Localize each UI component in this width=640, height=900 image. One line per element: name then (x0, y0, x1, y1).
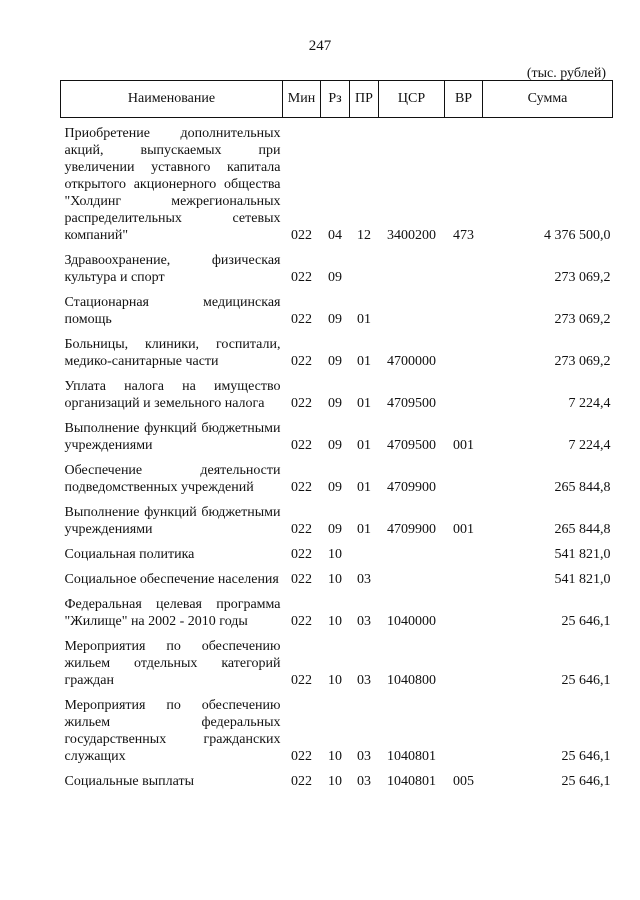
row-min: 022 (291, 354, 312, 369)
row-pr (350, 244, 379, 286)
row-vr (445, 454, 483, 496)
row-pr: 01 (357, 522, 371, 537)
row-pr (350, 538, 379, 563)
row-name: Выполнение функций бюджетными учреждениями (64, 421, 281, 453)
row-rz: 10 (328, 749, 342, 764)
row-name: Выполнение функций бюджетными учреждениями (64, 505, 281, 537)
row-rz: 10 (328, 572, 342, 587)
table-row (61, 244, 613, 286)
header-row (61, 81, 613, 118)
table-row (61, 588, 613, 630)
table-row (61, 630, 613, 689)
table-row (61, 412, 613, 454)
row-sum: 541 821,0 (554, 572, 611, 587)
table-row (61, 689, 613, 765)
row-csr: 3400200 (387, 228, 436, 243)
row-pr: 01 (357, 480, 371, 495)
row-pr: 01 (357, 354, 371, 369)
row-csr (379, 244, 445, 286)
row-pr: 01 (357, 438, 371, 453)
row-rz: 09 (328, 312, 342, 327)
row-rz: 10 (328, 774, 342, 789)
row-sum: 265 844,8 (554, 480, 611, 495)
row-csr: 4709900 (387, 480, 436, 495)
row-vr (445, 328, 483, 370)
units-label: (тыс. рублей) (526, 66, 606, 81)
row-csr: 4709900 (387, 522, 436, 537)
row-rz: 10 (328, 614, 342, 629)
row-csr: 1040801 (387, 774, 436, 789)
row-csr: 4700000 (387, 354, 436, 369)
table-row (61, 563, 613, 588)
row-rz: 09 (328, 480, 342, 495)
header-pr: ПР (350, 81, 379, 118)
table-row (61, 118, 613, 245)
row-csr (379, 538, 445, 563)
row-sum: 7 224,4 (568, 438, 611, 453)
row-name: Мероприятия по обеспечению жильем федеральных государственных гражданских служащих (64, 698, 281, 764)
row-csr (379, 286, 445, 328)
row-min: 022 (291, 312, 312, 327)
table-row (61, 328, 613, 370)
table-row (61, 454, 613, 496)
row-sum: 273 069,2 (554, 354, 611, 369)
row-sum: 273 069,2 (554, 270, 611, 285)
table-row (61, 496, 613, 538)
row-min: 022 (291, 480, 312, 495)
row-rz: 09 (328, 354, 342, 369)
row-vr (445, 244, 483, 286)
row-pr: 03 (357, 673, 371, 688)
row-csr: 1040000 (387, 614, 436, 629)
row-name: Социальное обеспечение населения (64, 572, 279, 587)
row-vr (445, 286, 483, 328)
row-csr (379, 563, 445, 588)
row-pr: 03 (357, 572, 371, 587)
row-csr: 4709500 (387, 438, 436, 453)
header-sum: Сумма (483, 81, 613, 118)
row-name: Больницы, клиники, госпитали, медико-санитарные части (64, 337, 281, 369)
row-csr: 1040801 (387, 749, 436, 764)
header-name: Наименование (61, 81, 283, 118)
row-vr (445, 370, 483, 412)
row-vr (445, 538, 483, 563)
row-min: 022 (291, 522, 312, 537)
header-rz: Рз (321, 81, 350, 118)
row-rz: 09 (328, 396, 342, 411)
header-vr: ВР (445, 81, 483, 118)
table-body (61, 118, 613, 791)
row-min: 022 (291, 614, 312, 629)
row-name: Обеспечение деятельности подведомственных учреждений (64, 463, 281, 495)
row-vr: 001 (453, 522, 474, 537)
table-row (61, 538, 613, 563)
row-name: Стационарная медицинская помощь (64, 295, 281, 327)
row-pr: 01 (357, 312, 371, 327)
row-min: 022 (291, 228, 312, 243)
row-sum: 7 224,4 (568, 396, 611, 411)
row-sum: 4 376 500,0 (544, 228, 611, 243)
row-name: Социальная политика (64, 547, 195, 562)
table-header (61, 81, 613, 118)
row-sum: 265 844,8 (554, 522, 611, 537)
row-min: 022 (291, 270, 312, 285)
row-vr: 473 (453, 228, 474, 243)
row-min: 022 (291, 396, 312, 411)
row-sum: 25 646,1 (561, 749, 611, 764)
table-row (61, 370, 613, 412)
row-rz: 09 (328, 270, 342, 285)
header-csr: ЦСР (379, 81, 445, 118)
row-pr: 01 (357, 396, 371, 411)
row-min: 022 (291, 547, 312, 562)
row-min: 022 (291, 438, 312, 453)
row-rz: 10 (328, 547, 342, 562)
row-rz: 10 (328, 673, 342, 688)
row-sum: 541 821,0 (554, 547, 611, 562)
row-pr: 03 (357, 614, 371, 629)
page-number: 247 (308, 38, 332, 54)
row-name: Уплата налога на имущество организаций и земельного налога (64, 379, 281, 411)
row-vr (445, 630, 483, 689)
row-sum: 273 069,2 (554, 312, 611, 327)
row-min: 022 (291, 572, 312, 587)
row-min: 022 (291, 673, 312, 688)
row-csr: 4709500 (387, 396, 436, 411)
row-sum: 25 646,1 (561, 614, 611, 629)
row-vr: 001 (453, 438, 474, 453)
row-name: Социальные выплаты (64, 774, 195, 789)
header-min: Мин (283, 81, 321, 118)
row-name: Мероприятия по обеспечению жильем отдельных категорий граждан (64, 639, 281, 688)
row-sum: 25 646,1 (561, 774, 611, 789)
row-name: Здравоохранение, физическая культура и спорт (64, 253, 281, 285)
row-min: 022 (291, 774, 312, 789)
table-row (61, 765, 613, 790)
row-vr: 005 (453, 774, 474, 789)
row-name: Приобретение дополнительных акций, выпускаемых при увеличении уставного капитала открытого акционерного общества "Холдинг межрегиональных распределительных сетевых компаний" (64, 126, 281, 243)
row-sum: 25 646,1 (561, 673, 611, 688)
table-row (61, 286, 613, 328)
row-vr (445, 588, 483, 630)
budget-table (60, 80, 613, 790)
row-rz: 09 (328, 522, 342, 537)
row-vr (445, 563, 483, 588)
row-pr: 03 (357, 749, 371, 764)
row-rz: 09 (328, 438, 342, 453)
row-name: Федеральная целевая программа "Жилище" на 2002 - 2010 годы (64, 597, 281, 629)
row-min: 022 (291, 749, 312, 764)
row-rz: 04 (328, 228, 342, 243)
row-pr: 03 (357, 774, 371, 789)
row-vr (445, 689, 483, 765)
row-pr: 12 (357, 228, 371, 243)
row-csr: 1040800 (387, 673, 436, 688)
